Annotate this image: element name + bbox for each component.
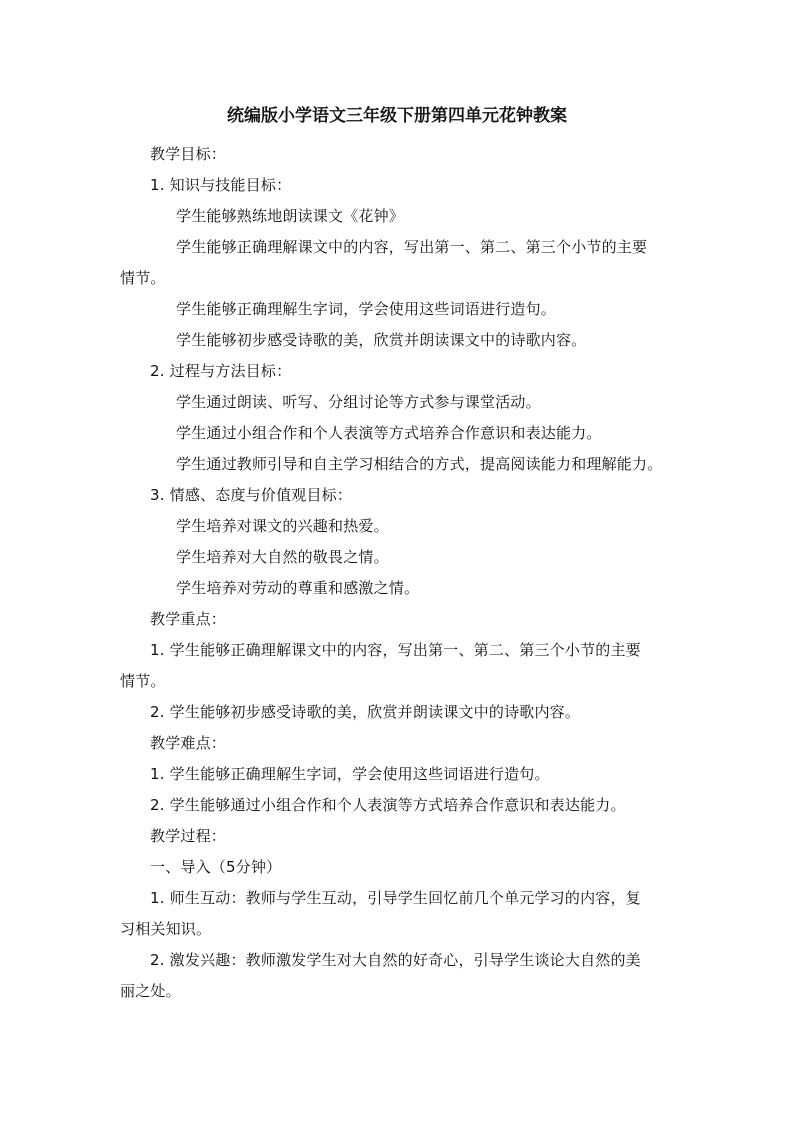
paragraph-line: 学生通过朗读、听写、分组讨论等方式参与课堂活动。 (176, 393, 541, 411)
paragraph-line: 1. 学生能够正确理解课文中的内容，写出第一、第二、第三个小节的主要 (150, 641, 641, 659)
paragraph-line: 学生能够正确理解生字词，学会使用这些词语进行造句。 (176, 300, 557, 318)
subheading-process-methods: 2. 过程与方法目标： (150, 362, 292, 380)
section-heading-process: 教学过程： (150, 827, 227, 845)
paragraph-line: 学生培养对劳动的尊重和感激之情。 (176, 579, 420, 597)
paragraph-line: 丽之处。 (120, 982, 181, 1000)
paragraph-line: 2. 激发兴趣：教师激发学生对大自然的好奇心，引导学生谈论大自然的美 (150, 951, 641, 969)
paragraph-line: 学生通过小组合作和个人表演等方式培养合作意识和表达能力。 (176, 424, 602, 442)
paragraph-line: 2. 学生能够通过小组合作和个人表演等方式培养合作意识和表达能力。 (150, 796, 626, 814)
section-heading-difficulties: 教学难点： (150, 734, 227, 752)
document-title: 统编版小学语文三年级下册第四单元花钟教案 (227, 106, 567, 126)
paragraph-line: 1. 师生互动：教师与学生互动，引导学生回忆前几个单元学习的内容，复 (150, 889, 641, 907)
paragraph-line: 1. 学生能够正确理解生字词，学会使用这些词语进行造句。 (150, 765, 550, 783)
subheading-knowledge-skills: 1. 知识与技能目标： (150, 176, 292, 194)
section-heading-key-points: 教学重点： (150, 610, 227, 628)
subheading-introduction: 一、导入（5分钟） (150, 858, 282, 876)
paragraph-line: 学生通过教师引导和自主学习相结合的方式，提高阅读能力和理解能力。 (176, 455, 663, 473)
paragraph-line: 学生培养对课文的兴趣和热爱。 (176, 517, 389, 535)
paragraph-line: 2. 学生能够初步感受诗歌的美，欣赏并朗读课文中的诗歌内容。 (150, 703, 581, 721)
paragraph-line: 情节。 (120, 269, 166, 287)
paragraph-line: 学生能够熟练地朗读课文《花钟》 (176, 207, 405, 225)
paragraph-line: 学生培养对大自然的敬畏之情。 (176, 548, 389, 566)
subheading-emotion-values: 3. 情感、态度与价值观目标： (150, 486, 353, 504)
section-heading-objectives: 教学目标： (150, 145, 227, 163)
paragraph-line: 学生能够正确理解课文中的内容，写出第一、第二、第三个小节的主要 (176, 238, 648, 256)
paragraph-line: 习相关知识。 (120, 920, 212, 938)
paragraph-line: 情节。 (120, 672, 166, 690)
paragraph-line: 学生能够初步感受诗歌的美，欣赏并朗读课文中的诗歌内容。 (176, 331, 587, 349)
